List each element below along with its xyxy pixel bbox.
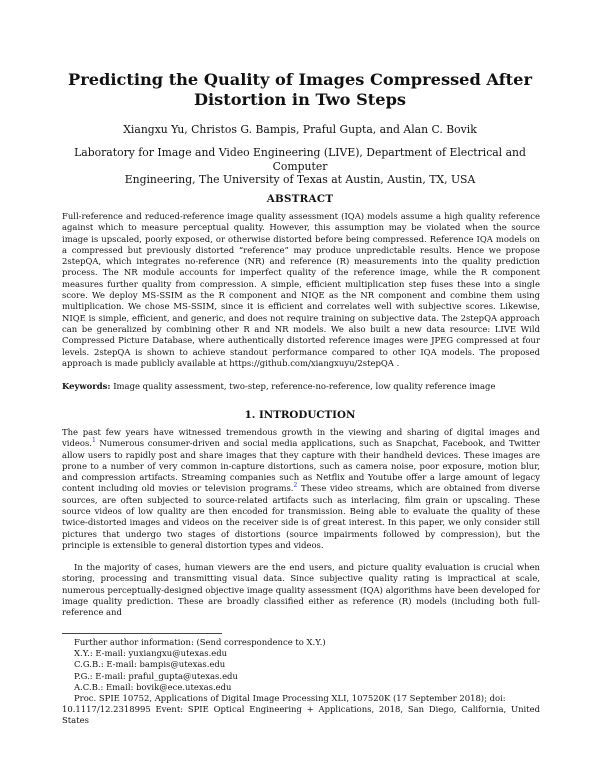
abstract-text: Full-reference and reduced-reference image quality assessment (IQA) models assume a high quality reference against which to measure perceptual quality. However, this assumption may be violated when the source image is upscaled, poorly exposed, or otherwise distorted before being compressed. Reference IQA models on a compressed but previously distorted “reference” may produce unpredictable results. Hence we propose 2stepQA, which integrates no-reference (NR) and reference (R) measurements into the quality prediction process. The NR module accounts for imperfect quality of the reference image, while the R component measures further quality from compression. A simple, efficient multiplication step fuses these into a single score. We deploy MS-SSIM as the R component and NIQE as the NR component and combine them using multiplication. We chose MS-SSIM, since it is efficient and correlates well with subjective scores. Likewise, NIQE is simple, efficient, and generic, and does not require training on subjective data. The 2stepQA approach can be generalized by combining other R and NR models. We also built a new data resource: LIVE Wild Compressed Picture Database, where authentically distorted reference images were JPEG compressed at four levels. 2stepQA is shown to achieve standout performance compared to other IQA models. The proposed approach is made publicly available at https://github.com/xiangxuyu/2stepQA . [62, 211, 540, 368]
affiliation [50, 146, 550, 187]
intro-p1-text-c: These video streams, which are obtained from diverse sources, are often subjected to source-related artifacts such as interlacing, film grain or upscaling. These source videos of low quality are then encoded for transmission. Being able to evaluate the quality of these twice-distorted images and videos on the receiver side is of great interest. In this paper, we only consider still pictures that undergo two stages of distortions (source impairments followed by compression), but the principle is extensible to general distortion types and videos. [62, 483, 540, 550]
affiliation-line-1: Laboratory for Image and Video Engineering (LIVE), Department of Electrical and Computer [74, 146, 526, 173]
keywords-label: Keywords: [62, 381, 111, 391]
title-line-1: Predicting the Quality of Images Compressed After [68, 70, 532, 89]
abstract-heading: ABSTRACT [266, 193, 334, 205]
footnotes [62, 637, 540, 727]
footnote-proceedings: Proc. SPIE 10752, Applications of Digital Image Processing XLI, 107520K (17 September 2018); doi: [74, 693, 506, 704]
keywords [62, 381, 540, 392]
affiliation-line-2: Engineering, The University of Texas at Austin, Austin, TX, USA [124, 173, 476, 186]
footnote-doi: 10.1117/12.2318995 Event: SPIE Optical Engineering + Applications, 2018, San Diego, California, United States [62, 704, 540, 726]
footnote-line: X.Y.: E-mail: yuxiangxu@utexas.edu [74, 648, 228, 659]
footnote-link-2[interactable]: 2 [293, 482, 298, 490]
footnote-line: Further author information: (Send correspondence to X.Y.) [74, 637, 326, 647]
intro-p1-text-b: Numerous consumer-driven and social media applications, such as Snapchat, Facebook, and Twitter allow users to rapidly post and share images that they capture with their handheld devices. These images are prone to a number of very common in-capture distortions, such as camera noise, poor exposure, motion blur, and compression artifacts. Streaming companies such as Netflix and Youtube offer a large amount of legacy content including old movies or television programs. [62, 438, 540, 494]
intro-paragraph-1 [62, 427, 540, 551]
author-list: Xiangxu Yu, Christos G. Bampis, Praful Gupta, and Alan C. Bovik [123, 123, 477, 136]
footnote-line: A.C.B.: Email: bovik@ece.utexas.edu [74, 681, 232, 692]
footnote-line: P.G.: E-mail: praful_gupta@utexas.edu [74, 670, 238, 681]
paper-title [60, 70, 540, 110]
footnote-line: C.G.B.: E-mail: bampis@utexas.edu [74, 659, 226, 670]
footnote-link-1[interactable]: 1 [91, 437, 96, 445]
keywords-list: Image quality assessment, two-step, reference-no-reference, low quality reference image [113, 381, 496, 391]
intro-p1-text-a: The past few years have witnessed tremendous growth in the viewing and sharing of digital images and videos. [62, 427, 540, 449]
footnote-divider [62, 633, 222, 634]
intro-paragraph-2: In the majority of cases, human viewers are the end users, and picture quality evaluation is crucial when storing, processing and transmitting visual data. Since subjective quality rating is impractical at scale, numerous perceptually-designed objective image quality assessment (IQA) algorithms have been developed for image quality prediction. These are broadly classified either as reference (R) models (including both full-reference and [62, 562, 540, 618]
title-line-2: Distortion in Two Steps [193, 90, 407, 109]
introduction-heading: 1. INTRODUCTION [244, 409, 356, 421]
